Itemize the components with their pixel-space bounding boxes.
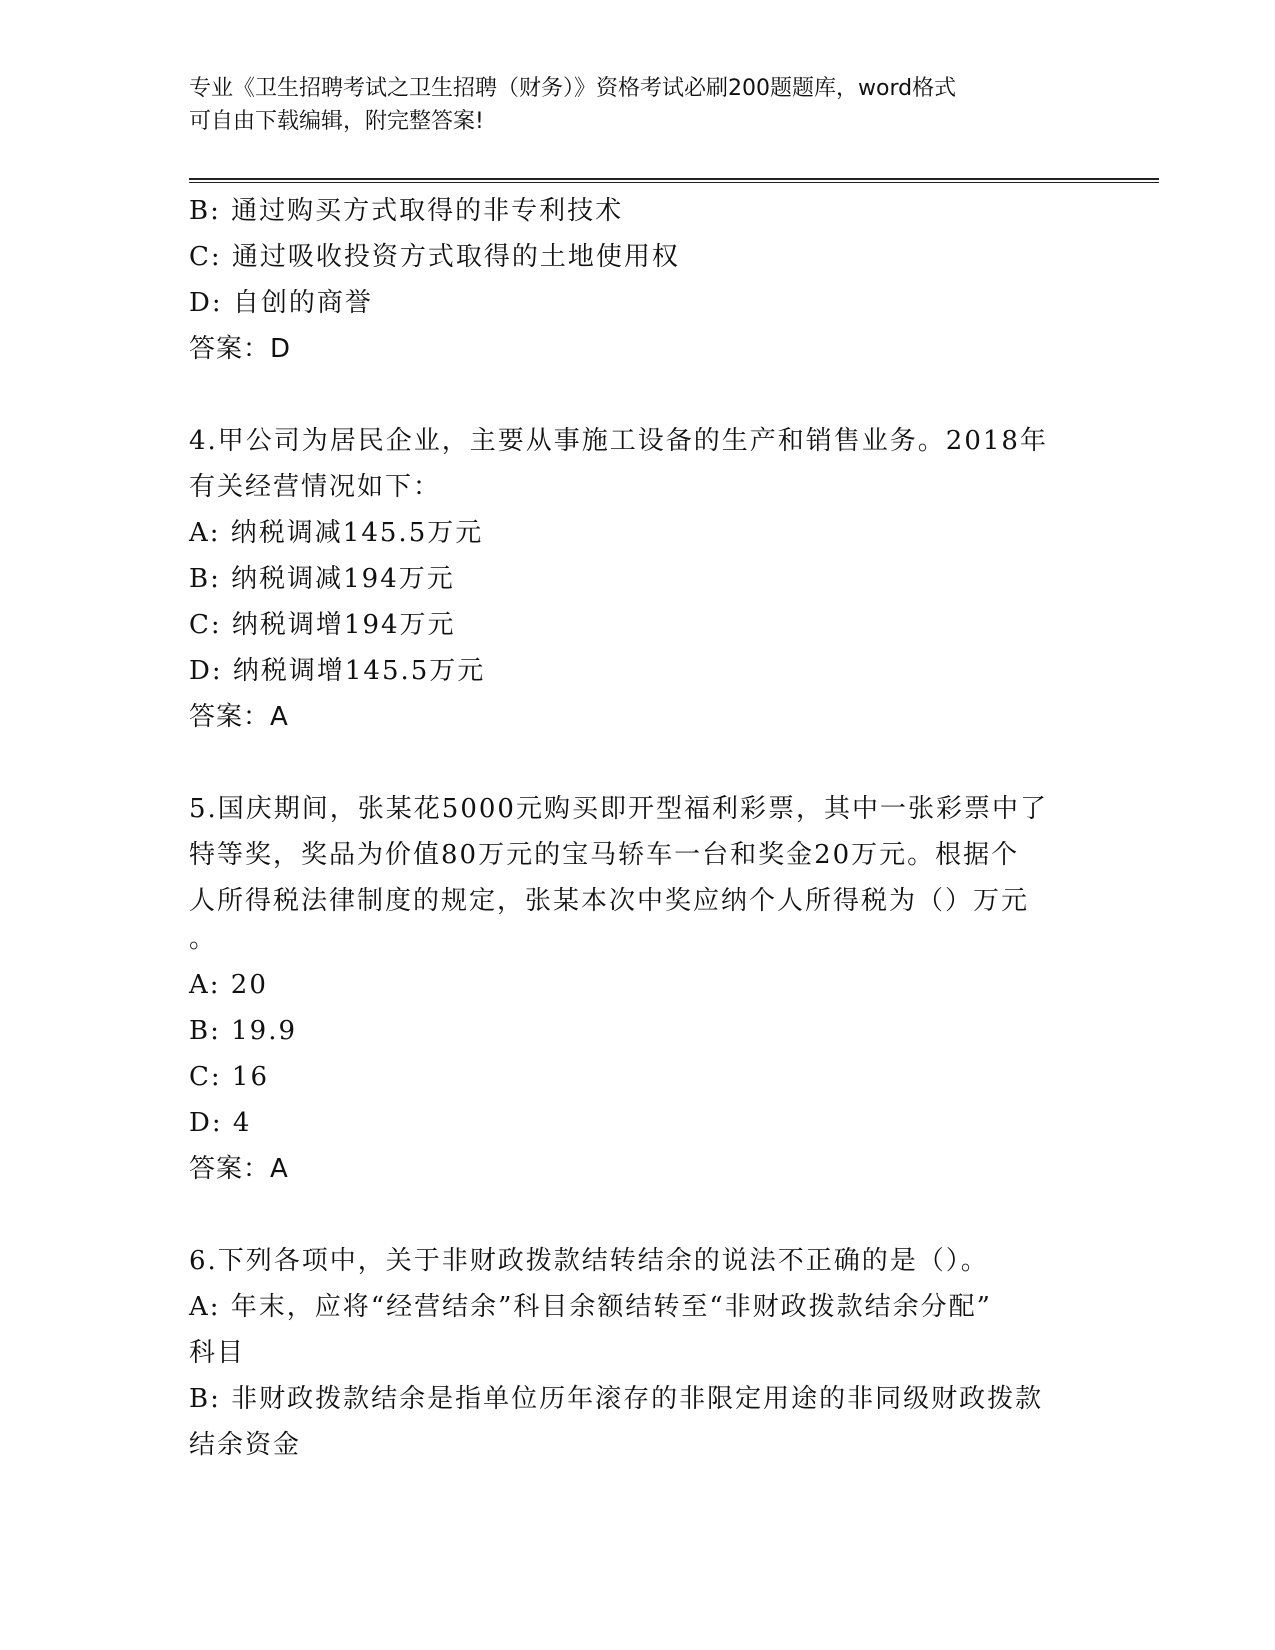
option-b: B: 纳税调减194万元 xyxy=(189,564,455,594)
document-body xyxy=(189,188,1089,1468)
spacer xyxy=(189,372,1089,418)
option-d: D: 4 xyxy=(189,1108,252,1138)
option-a: A: 20 xyxy=(189,970,268,1000)
question-3 xyxy=(189,188,1089,372)
header-title-line-2: 可自由下载编辑，附完整答案! xyxy=(189,109,484,134)
header-divider-thin xyxy=(189,182,1159,183)
question-stem-line: 特等奖，奖品为价值80万元的宝马轿车一台和奖金20万元。根据个 xyxy=(189,840,1020,870)
option-a: A: 纳税调减145.5万元 xyxy=(189,518,484,548)
option-b: B: 非财政拨款结余是指单位历年滚存的非限定用途的非同级财政拨款 xyxy=(189,1384,1044,1414)
question-stem-line: 4.甲公司为居民企业，主要从事施工设备的生产和销售业务。2018年 xyxy=(189,426,1048,456)
question-5 xyxy=(189,786,1089,1192)
question-stem-line: 有关经营情况如下： xyxy=(189,472,442,502)
question-4 xyxy=(189,418,1089,740)
option-d: D: 自创的商誉 xyxy=(189,288,373,318)
question-6 xyxy=(189,1238,1089,1468)
answer-label: 答案：A xyxy=(189,1154,289,1184)
option-b-continued: 结余资金 xyxy=(189,1430,302,1460)
answer-label: 答案：D xyxy=(189,334,292,364)
header-divider-thick xyxy=(189,178,1159,180)
option-b: B: 通过购买方式取得的非专利技术 xyxy=(189,196,624,226)
option-c: C: 通过吸收投资方式取得的土地使用权 xyxy=(189,242,680,272)
question-stem-line: 人所得税法律制度的规定，张某本次中奖应纳个人所得税为（）万元 xyxy=(189,886,1030,916)
answer-label: 答案：A xyxy=(189,702,289,732)
option-d: D: 纳税调增145.5万元 xyxy=(189,656,486,686)
header-title-line-1: 专业《卫生招聘考试之卫生招聘（财务）》资格考试必刷200题题库，word格式 xyxy=(189,76,957,101)
document-header xyxy=(189,72,1089,138)
option-a: A: 年末，应将“经营结余”科目余额结转至“非财政拨款结余分配” xyxy=(189,1292,992,1322)
option-c: C: 16 xyxy=(189,1062,270,1092)
question-stem-line: 6.下列各项中，关于非财政拨款结转结余的说法不正确的是（）。 xyxy=(189,1246,989,1276)
spacer xyxy=(189,1192,1089,1238)
question-stem-line: 5.国庆期间，张某花5000元购买即开型福利彩票，其中一张彩票中了 xyxy=(189,794,1048,824)
option-a-continued: 科目 xyxy=(189,1338,246,1368)
option-c: C: 纳税调增194万元 xyxy=(189,610,456,640)
spacer xyxy=(189,740,1089,786)
question-stem-line: 。 xyxy=(189,924,218,954)
option-b: B: 19.9 xyxy=(189,1016,298,1046)
